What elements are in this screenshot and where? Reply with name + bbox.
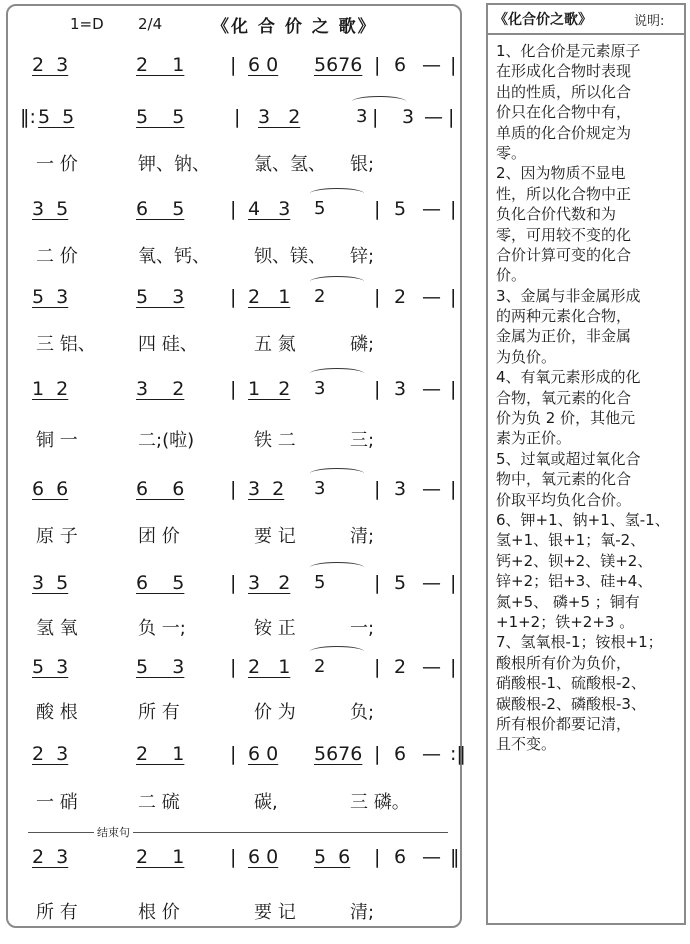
notation-row	[8, 54, 460, 88]
note-line: 价只在化合物中有，	[496, 103, 632, 122]
note-group: 6 5	[136, 198, 185, 220]
note-group: —	[422, 54, 441, 76]
bar-line: |	[374, 572, 381, 594]
notes-title: 《化合价之歌》	[494, 12, 592, 28]
lyric-phrase: 清;	[350, 902, 375, 923]
note-line: 的两种元素化合物，	[496, 307, 632, 326]
bar-line: |	[230, 478, 237, 500]
score-header	[8, 12, 460, 36]
bar-line: |	[450, 286, 457, 308]
lyric-phrase: 氢 氧	[36, 618, 78, 639]
notes-heading	[488, 5, 684, 35]
ending-bracket-line	[28, 832, 448, 833]
lyric-phrase: 五 氮	[254, 334, 296, 355]
note-group: 3	[394, 378, 407, 400]
lyric-phrase: 锌;	[350, 246, 375, 267]
lyric-phrase: 根 价	[138, 902, 180, 923]
note-line: 单质的化合价规定为	[496, 123, 632, 142]
bar-line: |	[450, 198, 457, 220]
lyric-phrase: 清;	[350, 526, 375, 547]
bar-line: |	[450, 378, 457, 400]
note-group: 5	[394, 198, 407, 220]
note-group: 6 0	[248, 743, 279, 765]
note-group: 2 1	[136, 846, 185, 868]
tie-arc	[310, 276, 364, 287]
note-line: 氢+1、银+1；氧-2、	[496, 531, 646, 550]
note-group: 5 3	[32, 656, 69, 678]
notation-row	[8, 106, 460, 140]
bar-line: |	[230, 743, 237, 765]
tie-arc	[352, 96, 406, 107]
lyric-row	[8, 246, 460, 276]
lyric-phrase: 钾、钠、	[138, 154, 210, 175]
note-line: 零，可用较不变的化	[496, 225, 632, 244]
note-group: 5 3	[136, 656, 185, 678]
note-line: 金属为正价，非金属	[496, 327, 632, 346]
bar-line: |	[230, 572, 237, 594]
note-line: 碳酸根-2、磷酸根-3、	[496, 694, 646, 713]
bar-line: |	[450, 478, 457, 500]
lyric-phrase: 二 硫	[138, 792, 180, 813]
bar-line: |	[374, 478, 381, 500]
note-group: —	[422, 572, 441, 594]
bar-line: |	[450, 572, 457, 594]
note-line: 物中，氧元素的化合	[496, 470, 632, 489]
note-group: 2 3	[32, 54, 69, 76]
note-group: 3	[402, 106, 415, 128]
notation-row	[8, 198, 460, 232]
note-group: 5 3	[136, 286, 185, 308]
note-group: 6	[394, 54, 407, 76]
note-group: 6 0	[248, 54, 279, 76]
bar-line: |	[234, 106, 241, 128]
note-group: 6	[394, 743, 407, 765]
note-group: 2 1	[248, 286, 291, 308]
score-panel	[6, 4, 466, 928]
lyric-phrase: 团 价	[138, 526, 180, 547]
bar-line: |	[374, 198, 381, 220]
note-group: 2 1	[248, 656, 291, 678]
note-group: 6 5	[136, 572, 185, 594]
lyric-phrase: 三;	[350, 430, 375, 451]
lyric-phrase: 一 硝	[36, 792, 78, 813]
key-signature: 1=D	[70, 15, 104, 33]
bar-line: |	[374, 286, 381, 308]
lyric-phrase: 碳,	[254, 792, 278, 813]
note-group: 1 2	[248, 378, 291, 400]
lyric-phrase: 三 铝、	[36, 334, 96, 355]
bar-line: |	[230, 54, 237, 76]
note-group: 5	[314, 572, 326, 593]
bar-line: |	[230, 378, 237, 400]
lyric-row	[8, 618, 460, 648]
lyric-row	[8, 702, 460, 732]
note-group: —	[422, 198, 441, 220]
note-line: 且不变。	[496, 735, 557, 754]
note-group: 2 1	[136, 743, 185, 765]
note-group: 2	[314, 656, 326, 677]
note-group: —	[422, 286, 441, 308]
bar-line: |	[374, 743, 381, 765]
lyric-row	[8, 902, 460, 932]
note-line: 素为正价。	[496, 429, 572, 448]
lyric-phrase: 原 子	[36, 526, 78, 547]
tie-arc	[310, 188, 364, 199]
note-group: 2 3	[32, 846, 69, 868]
note-line: 零。	[496, 143, 527, 162]
note-group: —	[422, 478, 441, 500]
note-group: 3	[314, 378, 326, 399]
note-group: 4 3	[248, 198, 291, 220]
notation-row	[8, 286, 460, 320]
notation-row	[8, 572, 460, 606]
lyric-row	[8, 792, 460, 822]
notation-row	[8, 478, 460, 512]
note-group: 5 5	[38, 106, 75, 128]
lyric-phrase: 三 磷。	[350, 792, 410, 813]
note-group: 2	[394, 656, 407, 678]
note-line: 4、有氧元素形成的化	[496, 368, 641, 387]
bar-line: |	[448, 106, 455, 128]
bar-line: |	[450, 656, 457, 678]
note-group: 6 6	[136, 478, 185, 500]
lyric-phrase: 铁 二	[254, 430, 296, 451]
note-group: 5 5	[136, 106, 185, 128]
lyric-phrase: 钡、镁、	[254, 246, 326, 267]
tie-arc	[310, 468, 364, 479]
note-group: 5 6	[314, 846, 351, 868]
note-line: 所有根价都要记清，	[496, 714, 632, 733]
tie-arc	[310, 646, 364, 657]
lyric-phrase: 要 记	[254, 526, 296, 547]
note-line: 氮+5、 磷+5 ；铜有	[496, 592, 640, 611]
note-group: 6 6	[32, 478, 69, 500]
lyric-phrase: 氧、钙、	[138, 246, 210, 267]
note-group: 5	[394, 572, 407, 594]
lyric-phrase: 一 价	[36, 154, 78, 175]
lyric-phrase: 银;	[350, 154, 375, 175]
note-line: 性，所以化合物中正	[496, 184, 632, 203]
note-group: —	[424, 106, 443, 128]
note-group: —	[422, 743, 441, 765]
bar-line: |	[230, 846, 237, 868]
lyric-phrase: 二 价	[36, 246, 78, 267]
note-line: 价取平均负化合价。	[496, 490, 632, 509]
lyric-phrase: 所 有	[36, 902, 78, 923]
lyric-phrase: 铜 一	[36, 430, 78, 451]
notation-row	[8, 378, 460, 412]
note-group: 3 5	[32, 198, 69, 220]
lyric-phrase: 一;	[350, 618, 375, 639]
note-group: 2 3	[32, 743, 69, 765]
lyric-phrase: 氯、氢、	[254, 154, 326, 175]
lyric-phrase: 负 一;	[138, 618, 186, 639]
note-line: 3、金属与非金属形成	[496, 286, 641, 305]
bar-line: |	[230, 656, 237, 678]
tie-arc	[310, 368, 364, 379]
note-group: 1 2	[32, 378, 69, 400]
notation-row	[8, 656, 460, 690]
note-line: 出的性质，所以化合	[496, 82, 632, 101]
bar-line: |	[372, 106, 379, 128]
note-line: 负化合价代数和为	[496, 205, 617, 224]
note-line: 价为负 2 价，其他元	[496, 409, 636, 428]
note-line: 在形成化合物时表现	[496, 62, 632, 81]
notes-title-suffix: 说明:	[634, 14, 665, 29]
note-group: —	[422, 656, 441, 678]
note-line: 6、钾+1、钠+1、氢-1、	[496, 510, 670, 529]
lyric-phrase: 所 有	[138, 702, 180, 723]
note-group: 6 0	[248, 846, 279, 868]
bar-line: |	[230, 198, 237, 220]
lyric-phrase: 酸 根	[36, 702, 78, 723]
note-group: 5676	[314, 743, 363, 765]
bar-line: |	[450, 54, 457, 76]
note-line: 5、过氧或超过氧化合	[496, 449, 641, 468]
bar-line: ‖:	[20, 106, 36, 128]
lyric-phrase: 磷;	[350, 334, 375, 355]
note-line: 1、化合价是元素原子	[496, 42, 641, 60]
note-group: 5676	[314, 54, 363, 76]
note-group: 2 1	[136, 54, 185, 76]
note-group: 3	[314, 478, 326, 499]
note-group: 3 2	[136, 378, 185, 400]
note-group: 2	[314, 286, 326, 307]
lyric-phrase: 二;(啦)	[138, 430, 195, 451]
note-line: 为负价。	[496, 347, 557, 366]
note-group: —	[422, 846, 441, 868]
song-title: 《化 合 价 之 歌》	[212, 17, 377, 37]
lyric-phrase: 要 记	[254, 902, 296, 923]
lyric-phrase: 价 为	[254, 702, 296, 723]
note-group: 2	[394, 286, 407, 308]
lyric-phrase: 四 硅、	[138, 334, 198, 355]
note-group: 3 2	[248, 572, 291, 594]
notation-row	[8, 743, 466, 777]
note-group: 5	[314, 198, 326, 219]
lyric-row	[8, 154, 460, 184]
note-group: 3	[394, 478, 407, 500]
note-line: 硝酸根-1、硫酸根-2、	[496, 674, 646, 693]
lyric-row	[8, 430, 460, 460]
bar-line: |	[374, 846, 381, 868]
note-line: 酸根所有价为负价，	[496, 653, 632, 672]
bar-line: :‖	[450, 743, 466, 765]
lyric-row	[8, 526, 460, 556]
lyric-phrase: 铵 正	[254, 618, 296, 639]
note-line: 价。	[496, 266, 527, 285]
note-line: 2、因为物质不显电	[496, 164, 626, 183]
note-group: 3 2	[248, 478, 285, 500]
note-group: —	[422, 378, 441, 400]
tie-arc	[310, 562, 364, 573]
bar-line: |	[374, 378, 381, 400]
note-line: 合价计算可变的化合	[496, 245, 632, 264]
note-line: 锌+2；铝+3、硅+4、	[496, 572, 653, 591]
lyric-row	[8, 334, 460, 364]
note-line: 7、氢氧根-1；铵根+1；	[496, 633, 663, 652]
note-group: 5 3	[32, 286, 69, 308]
note-group: 3	[356, 106, 368, 127]
notes-panel	[486, 3, 686, 925]
notation-row	[8, 846, 460, 880]
note-group: 3 5	[32, 572, 69, 594]
lyric-phrase: 负;	[350, 702, 375, 723]
note-group: 3 2	[258, 106, 301, 128]
bar-line: |	[230, 286, 237, 308]
ending-marker	[28, 824, 448, 839]
time-signature: 2/4	[138, 15, 163, 33]
bar-line: ‖	[450, 846, 460, 868]
note-line: +1+2；铁+2+3 。	[496, 612, 635, 631]
note-line: 钙+2、钡+2、镁+2、	[496, 551, 653, 570]
note-line: 合物，氧元素的化合	[496, 388, 632, 407]
bar-line: |	[374, 656, 381, 678]
ending-label: 结束句	[94, 824, 133, 840]
note-group: 6	[394, 846, 407, 868]
notes-body	[496, 41, 682, 755]
bar-line: |	[374, 54, 381, 76]
